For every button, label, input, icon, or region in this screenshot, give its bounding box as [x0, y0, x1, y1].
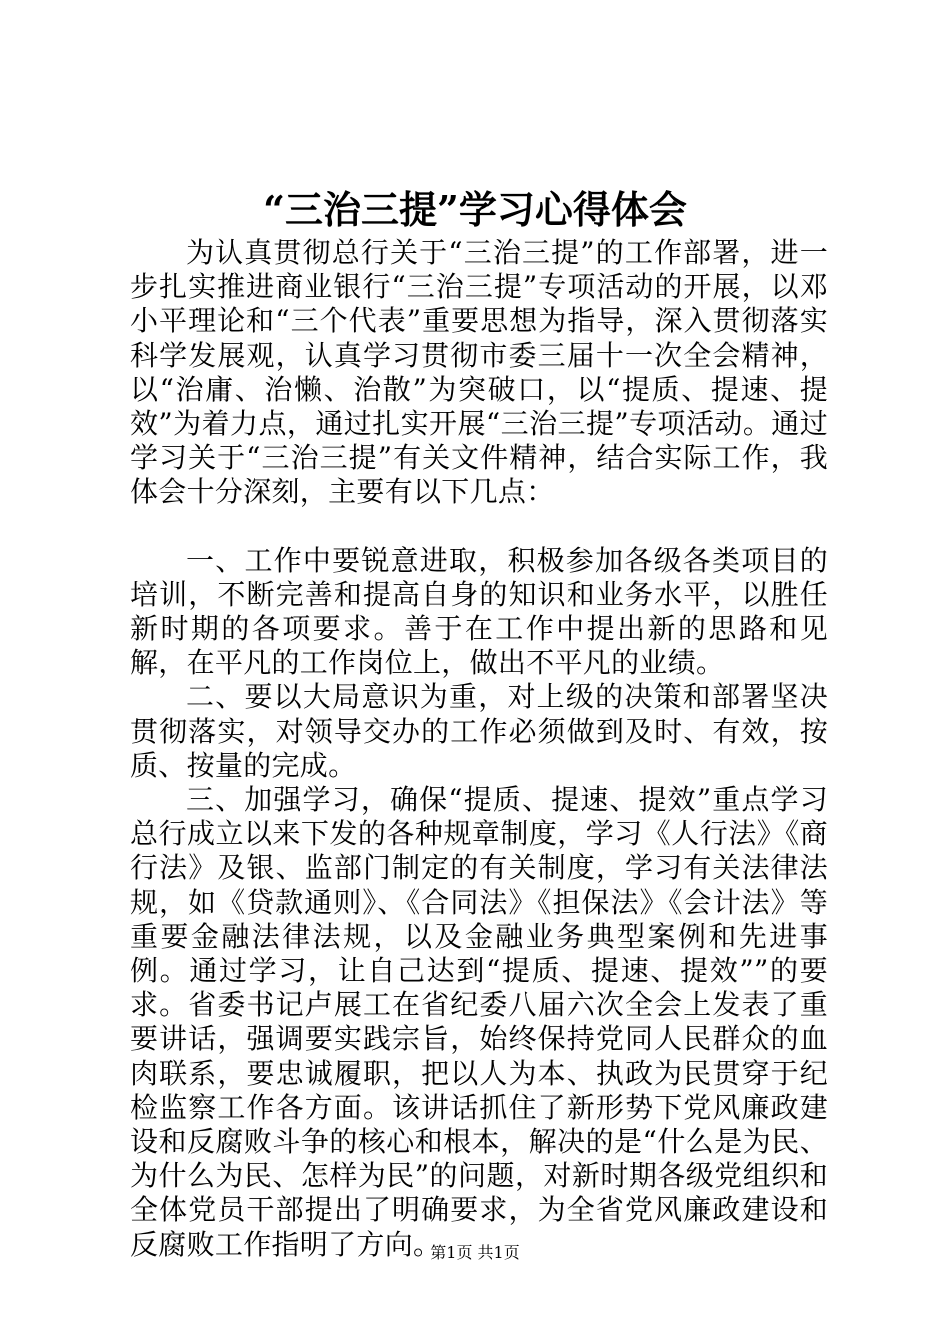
paragraph-point-3: 三、加强学习，确保“提质、提速、提效”重点学习总行成立以来下发的各种规章制度，学习《人行法》《商行法》及银、监部门制定的有关制度，学习有关法律法规，如《贷款通则》、《合同法》《担保法》《会计法》等重要金融法律法规，以及金融业务典型案例和先进事例。通过学习，让自己达到“提质、提速、提效””的要求。省委书记卢展工在省纪委八届六次全会上发表了重要讲话，强调要实践宗旨，始终保持党同人民群众的血肉联系，要忠诚履职，把以人为本、执政为民贯穿于纪检监察工作各方面。该讲话抓住了新形势下党风廉政建设和反腐败斗争的核心和根本，解决的是“什么是为民、为什么为民、怎样为民”的问题，对新时期各级党组织和全体党员干部提出了明确要求，为全省党风廉政建设和反腐败工作指明了方向。 [130, 783, 828, 1261]
document-body [130, 236, 828, 1262]
page-footer: 第1页 共1页 [430, 1243, 520, 1262]
paragraph-intro: 为认真贯彻总行关于“三治三提”的工作部署，进一步扎实推进商业银行“三治三提”专项活动的开展，以邓小平理论和“三个代表”重要思想为指导，深入贯彻落实科学发展观，认真学习贯彻市委三届十一次全会精神，以“治庸、治懒、治散”为突破口，以“提质、提速、提效”为着力点，通过扎实开展“三治三提”专项活动。通过学习关于“三治三提”有关文件精神，结合实际工作，我体会十分深刻，主要有以下几点： [130, 236, 828, 509]
paragraph-point-1: 一、工作中要锐意进取，积极参加各级各类项目的培训，不断完善和提高自身的知识和业务水平，以胜任新时期的各项要求。善于在工作中提出新的思路和见解，在平凡的工作岗位上，做出不平凡的业绩。 [130, 543, 828, 680]
document-title: “三治三提”学习心得体会 [263, 187, 687, 232]
paragraph-point-2: 二、要以大局意识为重，对上级的决策和部署坚决贯彻落实，对领导交办的工作必须做到及时、有效，按质、按量的完成。 [130, 680, 828, 782]
